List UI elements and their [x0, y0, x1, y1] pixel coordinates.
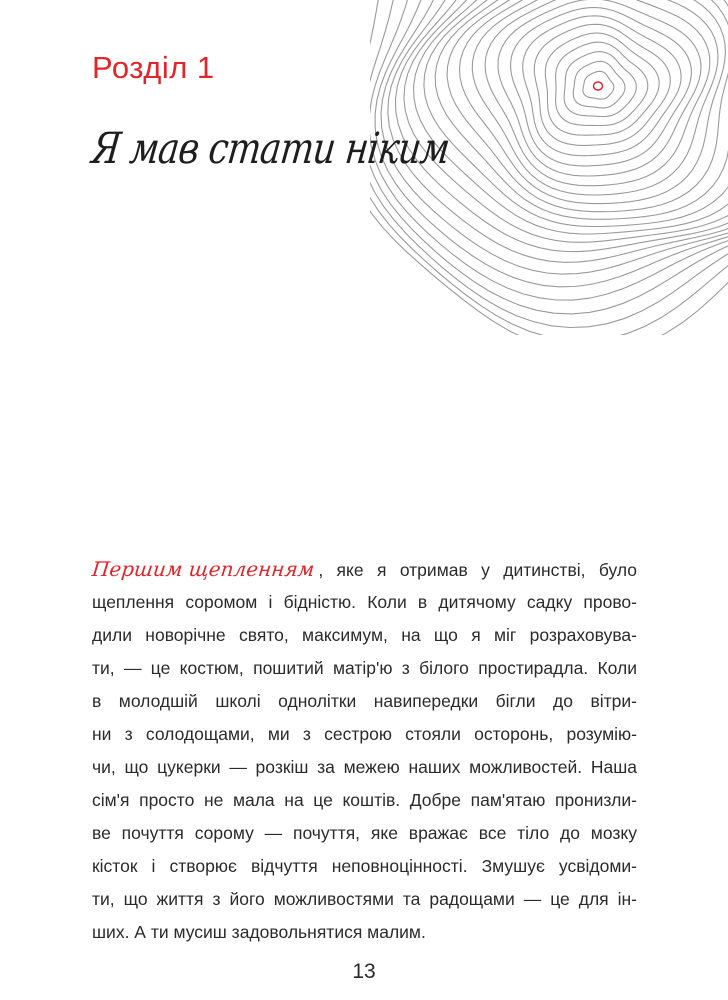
first-line-rest: , яке я отримав у дитинстві, було	[318, 560, 637, 580]
page-number: 13	[352, 960, 376, 983]
chapter-label: Розділ 1	[92, 50, 215, 85]
ring-center-icon	[594, 82, 603, 90]
body-line: ни з солодощами, ми з сестрою стояли осторонь, розумію-	[92, 724, 637, 744]
body-line: сім'я просто не мала на це коштів. Добре пам'ятаю пронизли-	[92, 790, 637, 810]
body-line: ших. А ти мусиш задовольнятися малим.	[92, 922, 426, 942]
body-line: чи, що цукерки — розкіш за межею наших можливостей. Наша	[92, 757, 637, 777]
body-first-line	[92, 553, 637, 586]
body-line: ти, — це костюм, пошитий матір'ю з білого простирадла. Коли	[92, 658, 637, 678]
body-line: кісток і створює відчуття неповноцінності. Змушує усвідоми-	[92, 856, 637, 876]
tree-ring	[511, 8, 692, 166]
body-line: ти, що життя з його можливостями та радощами — це для ін-	[92, 889, 637, 909]
chapter-title: Я мав стати ніким	[89, 124, 452, 174]
lead-words: Першим щепленням	[90, 557, 316, 581]
tree-ring	[583, 71, 614, 99]
body-line: ве почуття сорому — почуття, яке вражає все тіло до мозку	[92, 823, 637, 843]
body-line: дили новорічне свято, максимум, на що я міг розраховува-	[92, 625, 637, 645]
tree-ring	[498, 0, 701, 176]
body-line: щеплення соромом і бідністю. Коли в дитячому садку прово-	[92, 592, 637, 612]
body-text	[92, 553, 637, 949]
body-line: в молодшій школі однолітки навипередки бігли до вітри-	[92, 691, 637, 711]
tree-ring	[573, 61, 625, 108]
tree-ring	[460, 0, 726, 204]
